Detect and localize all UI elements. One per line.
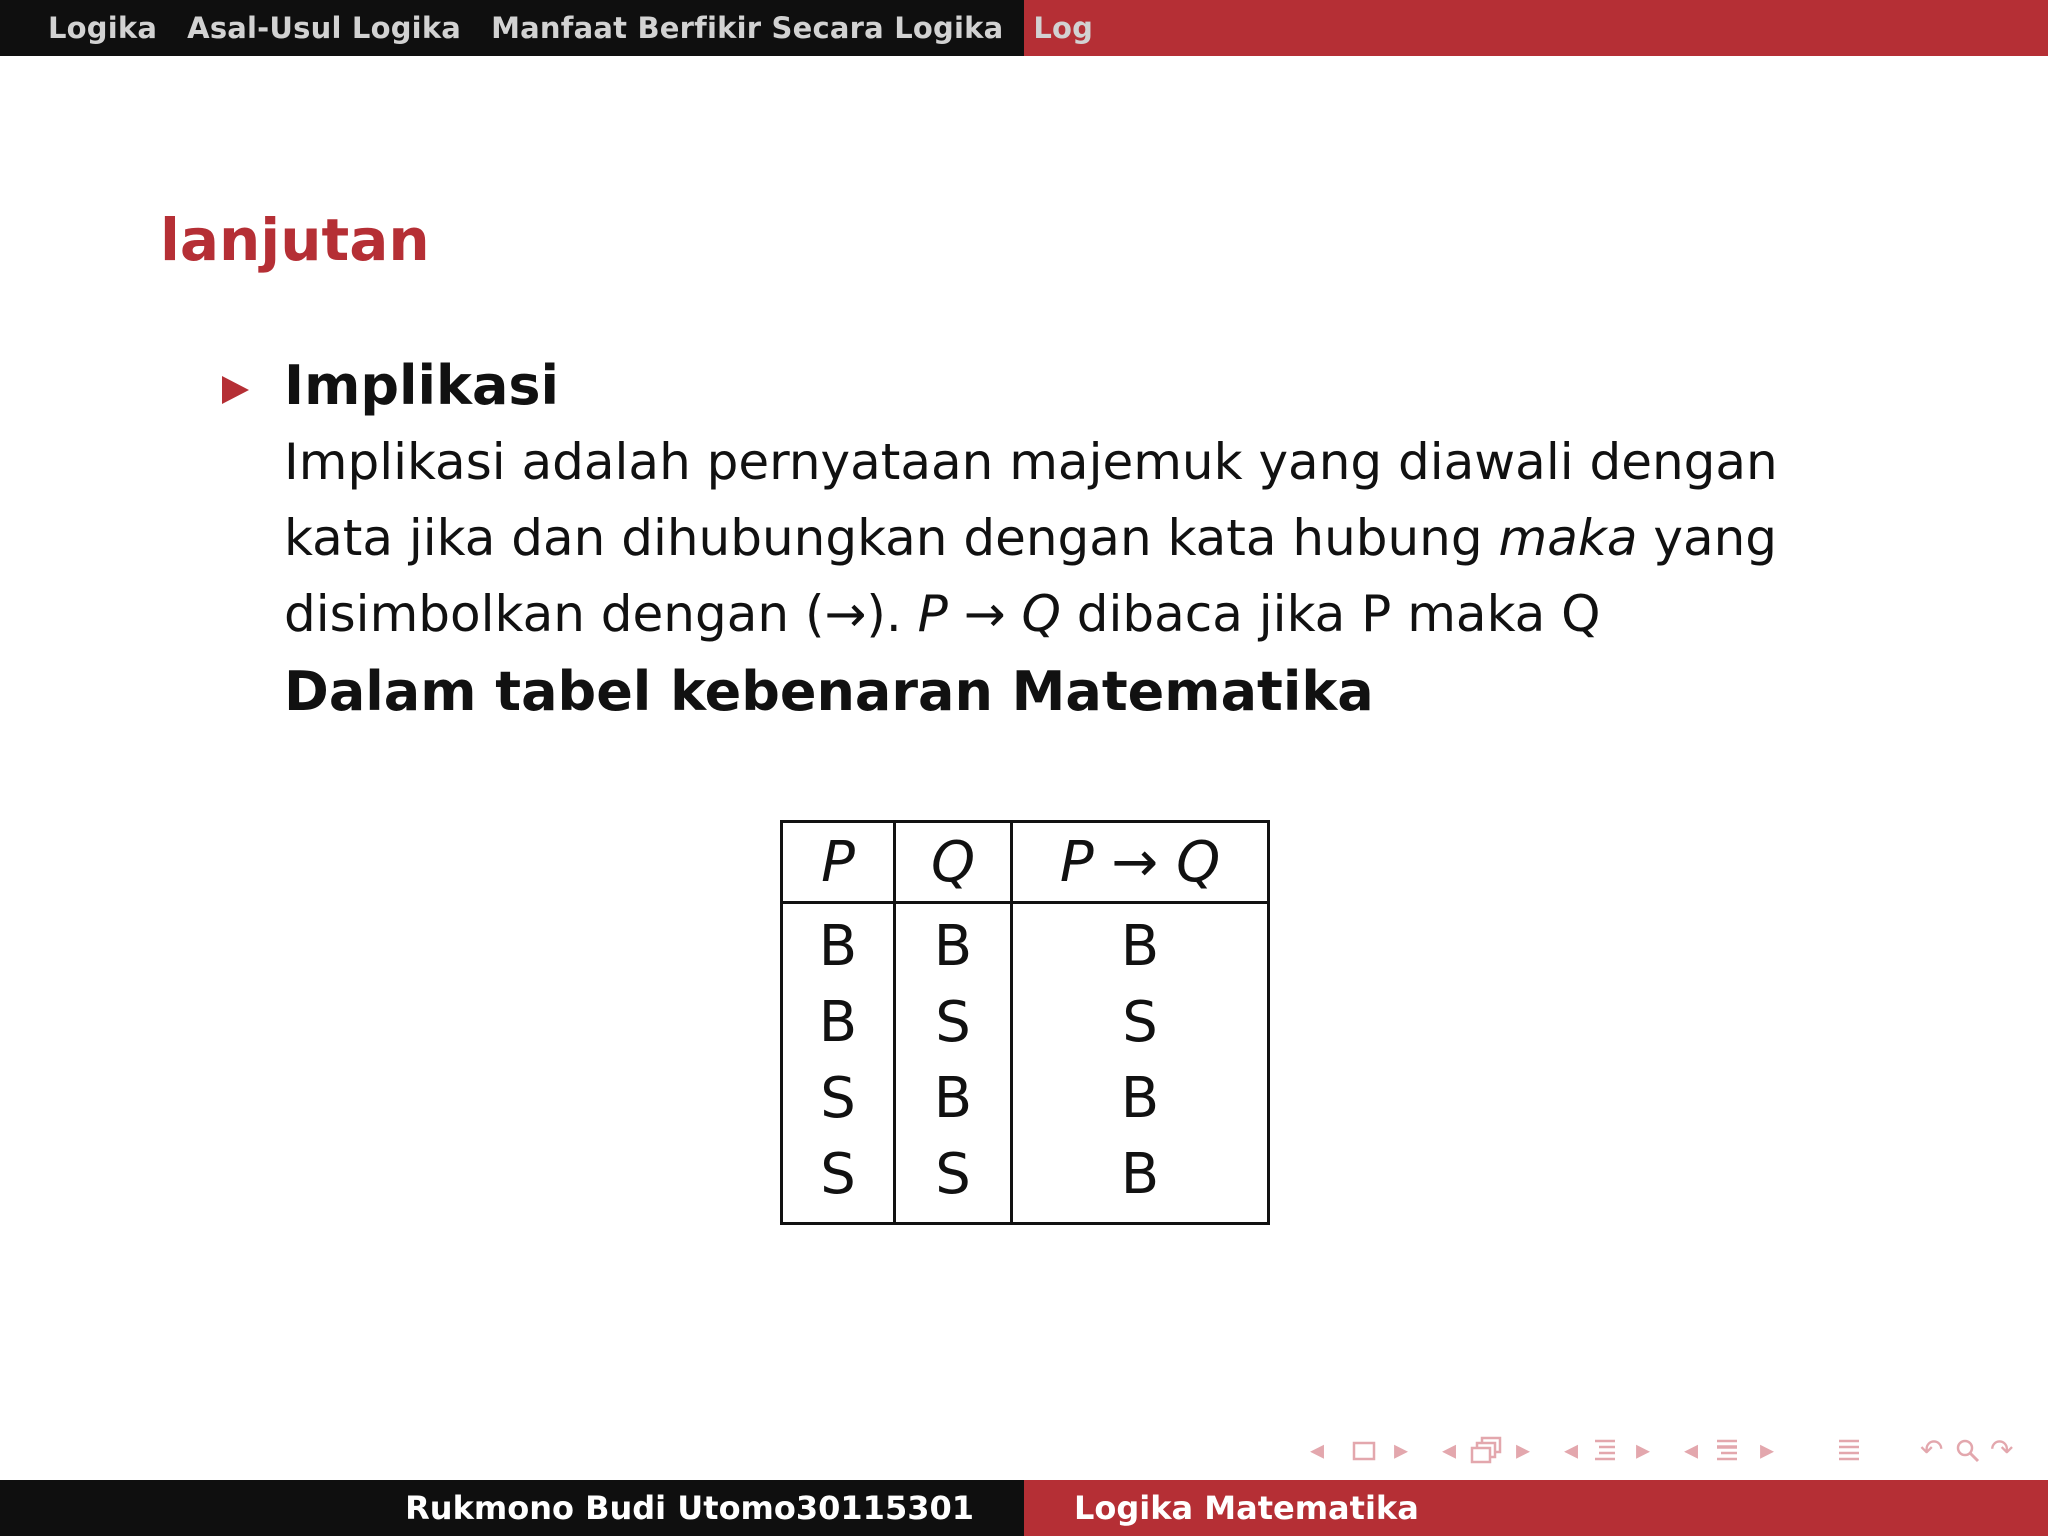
nav-next-icon[interactable]: ▸ [1636, 1433, 1651, 1466]
table-cell: B [782, 984, 895, 1060]
bullet-triangle-icon [222, 376, 249, 404]
table-cell: B [1120, 1065, 1160, 1131]
footer-title-section [1024, 1480, 2048, 1536]
body-text-line-2 [284, 509, 1777, 567]
body-text: disimbolkan dengan (→). [284, 585, 918, 643]
table-cell: S [895, 984, 1012, 1060]
table-cell: B [895, 903, 1012, 985]
frame-icon[interactable] [1352, 1432, 1376, 1468]
nav-prev-icon[interactable]: ◂ [1310, 1433, 1325, 1466]
top-navigation-sections [0, 0, 1094, 56]
search-icon[interactable] [1954, 1432, 1982, 1468]
section-nav-list [48, 0, 1093, 56]
top-bar-accent [1024, 0, 2048, 56]
table-cell: S [895, 1136, 1012, 1224]
formula: P → Q [917, 585, 1061, 643]
nav-item-manfaat[interactable]: Manfaat Berfikir Secara Logika [491, 11, 1004, 45]
subsection-icon[interactable] [1470, 1432, 1504, 1468]
body-text: kata jika dan dihubungkan dengan kata hubung [284, 509, 1499, 567]
table-cell: S [782, 1060, 895, 1136]
table-cell: S [782, 1136, 895, 1224]
header-p: P [782, 822, 895, 903]
bullet-heading: Implikasi [284, 354, 560, 417]
nav-item-truncated[interactable]: Log [1033, 11, 1094, 45]
header-implication: P → Q [1012, 822, 1269, 903]
presentation-title: Logika Matematika [1074, 1489, 1419, 1527]
table-cell: B [895, 1060, 1012, 1136]
table-intro-text: Dalam tabel kebenaran Matematika [284, 660, 1374, 723]
italic-term: maka [1498, 509, 1638, 567]
table-cell: B [1120, 1141, 1160, 1207]
body-text: yang [1637, 509, 1778, 567]
nav-item-asal-usul[interactable]: Asal-Usul Logika [187, 11, 462, 45]
nav-prev-icon[interactable]: ◂ [1442, 1433, 1457, 1466]
body-text: Implikasi adalah pernyataan majemuk yang diawali dengan [284, 433, 1778, 491]
table-cell: B [782, 903, 895, 985]
nav-next-icon[interactable]: ▸ [1760, 1433, 1775, 1466]
author-name: Rukmono Budi Utomo30115301 [405, 1489, 974, 1527]
nav-prev-icon[interactable]: ◂ [1564, 1433, 1579, 1466]
body-text: dibaca jika P maka Q [1060, 585, 1601, 643]
table-row [782, 1136, 1269, 1224]
table-cell: B [1120, 913, 1160, 979]
toc-icon[interactable] [1836, 1432, 1862, 1468]
table-row [782, 1060, 1269, 1136]
table-row [782, 984, 1269, 1060]
navigation-symbols [1310, 1432, 2030, 1468]
footer-author-section [0, 1480, 1024, 1536]
nav-next-icon[interactable]: ▸ [1516, 1433, 1531, 1466]
body-text-line-1 [284, 433, 1778, 491]
nav-item-logika[interactable]: Logika [48, 11, 158, 45]
top-navigation-bar [0, 0, 2048, 56]
redo-icon[interactable]: ↷ [1990, 1433, 2014, 1466]
footer-bar [0, 1480, 2048, 1536]
presentation-icon[interactable] [1714, 1432, 1740, 1468]
nav-prev-icon[interactable]: ◂ [1684, 1433, 1699, 1466]
truth-table [780, 820, 1270, 1225]
header-q: Q [895, 822, 1012, 903]
table-row [782, 903, 1269, 985]
section-icon[interactable] [1592, 1432, 1618, 1468]
frame-title: lanjutan [160, 206, 430, 274]
table-cell: S [1122, 989, 1158, 1055]
nav-next-icon[interactable]: ▸ [1394, 1433, 1409, 1466]
undo-icon[interactable]: ↶ [1920, 1433, 1944, 1466]
body-text-line-3 [284, 585, 1601, 643]
table-header-row [782, 822, 1269, 903]
